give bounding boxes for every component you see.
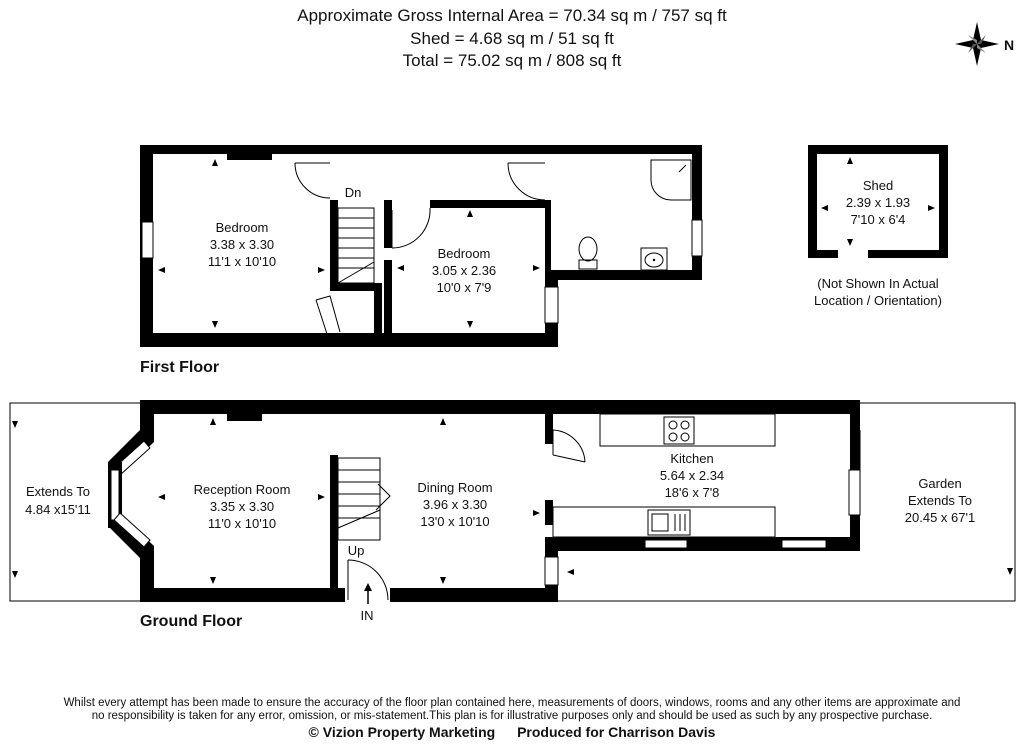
bedroom2-name: Bedroom [437, 246, 491, 261]
toilet-icon [579, 237, 597, 269]
bedroom1-name: Bedroom [215, 220, 269, 235]
shed-note-line2: Location / Orientation) [814, 293, 942, 308]
ground-floor-plan [10, 400, 1015, 623]
bedroom1-imperial: 11'1 x 10'10 [207, 254, 277, 269]
credits [0, 724, 1024, 740]
shed-metric: 2.39 x 1.93 [845, 195, 911, 210]
first-floor-title: First Floor [140, 359, 220, 376]
first-floor-plan [140, 145, 702, 347]
shed-plan [808, 145, 948, 308]
bay-window [108, 430, 154, 558]
dining-room-metric: 3.96 x 3.30 [422, 497, 488, 512]
bedroom2-metric: 3.05 x 2.36 [431, 263, 497, 278]
front-area-label-line2: 4.84 x15'11 [25, 502, 91, 517]
reception-room-name: Reception Room [193, 482, 291, 497]
total-area-heading: Total = 75.02 sq m / 808 sq ft [402, 51, 622, 70]
garden-label-line2: Extends To [907, 493, 973, 508]
ground-floor-staircase [330, 455, 390, 595]
bedroom2-imperial: 10'0 x 7'9 [436, 280, 492, 295]
first-floor-staircase [338, 208, 374, 283]
wash-basin-icon [641, 248, 667, 270]
hob-icon [664, 417, 694, 444]
reception-room-imperial: 11'0 x 10'10 [207, 516, 277, 531]
shed-imperial: 7'10 x 6'4 [850, 212, 906, 227]
ground-floor-stairs-label: Up [347, 543, 365, 558]
garden-label-line1: Garden [918, 476, 962, 491]
first-floor-stairs-label: Dn [344, 185, 362, 200]
compass-icon [955, 22, 1014, 66]
sink-icon [648, 510, 690, 535]
bedroom1-metric: 3.38 x 3.30 [209, 237, 275, 252]
shed-note-line1: (Not Shown In Actual [817, 276, 939, 291]
entrance-label: IN [360, 608, 374, 623]
kitchen-imperial: 18'6 x 7'8 [664, 485, 720, 500]
compass-north-label: N [1004, 37, 1015, 53]
credit-marketing: © Vizion Property Marketing [308, 724, 496, 740]
garden-label-line3: 20.45 x 67'1 [904, 510, 976, 525]
dining-room-name: Dining Room [417, 480, 493, 495]
shed-name: Shed [862, 178, 894, 193]
shed-area-heading: Shed = 4.68 sq m / 51 sq ft [410, 29, 614, 48]
kitchen-metric: 5.64 x 2.34 [659, 468, 725, 483]
dining-room-imperial: 13'0 x 10'10 [420, 514, 490, 529]
front-area-label-line1: Extends To [25, 484, 91, 499]
disclaimer-line2: no responsibility is taken for any error, omission, or mis-statement.This plan is for illustrative purposes only and should be used as such by any prospective purchase. [91, 710, 933, 722]
reception-room-metric: 3.35 x 3.30 [209, 499, 275, 514]
gross-area-heading: Approximate Gross Internal Area = 70.34 sq m / 757 sq ft [297, 6, 727, 25]
kitchen-name: Kitchen [670, 451, 714, 466]
credit-agent: Produced for Charrison Davis [517, 724, 716, 740]
shower-tray-icon [651, 160, 691, 200]
ground-floor-title: Ground Floor [140, 613, 243, 630]
disclaimer-line1: Whilst every attempt has been made to ensure the accuracy of the floor plan contained here, measurements of doors, windows, rooms and any other items are approximate and [63, 697, 961, 709]
